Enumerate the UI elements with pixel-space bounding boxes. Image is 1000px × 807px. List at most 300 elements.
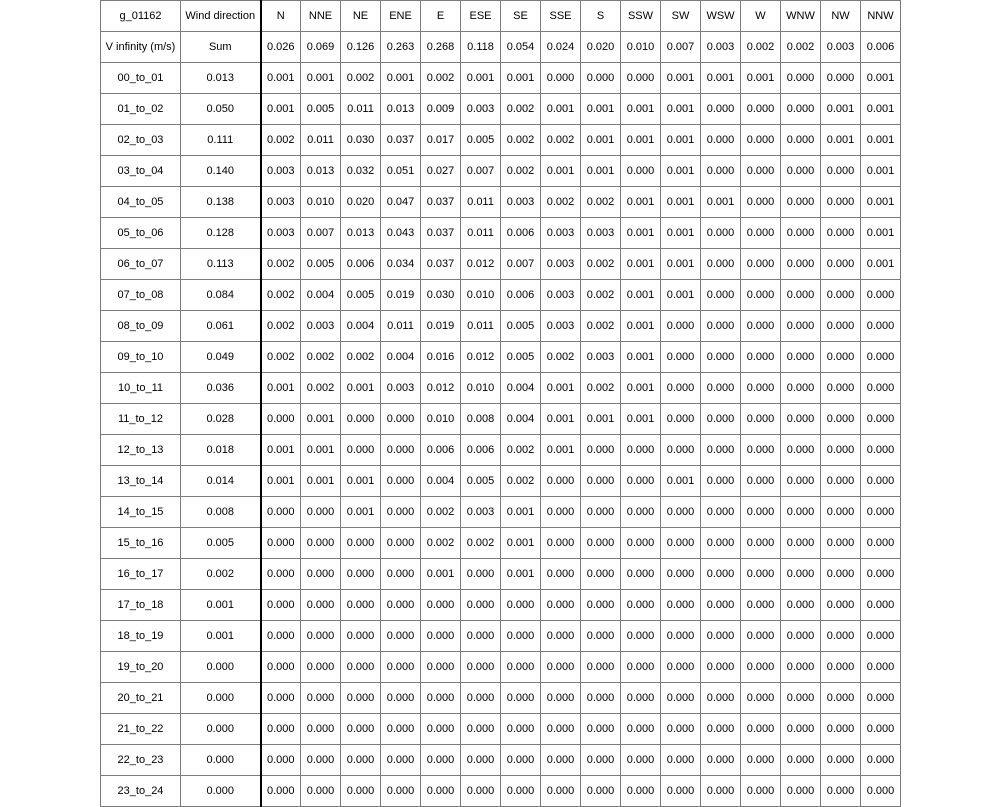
frequency-cell: 0.000	[781, 466, 821, 497]
frequency-cell: 0.016	[421, 342, 461, 373]
speed-bin-label: 18_to_19	[101, 621, 181, 652]
frequency-cell: 0.002	[501, 125, 541, 156]
frequency-cell: 0.000	[421, 776, 461, 807]
frequency-cell: 0.000	[541, 714, 581, 745]
frequency-cell: 0.000	[781, 497, 821, 528]
frequency-cell: 0.000	[781, 590, 821, 621]
frequency-cell: 0.000	[621, 652, 661, 683]
frequency-cell: 0.012	[461, 342, 501, 373]
frequency-cell: 0.000	[781, 435, 821, 466]
frequency-cell: 0.043	[381, 218, 421, 249]
frequency-cell: 0.000	[741, 218, 781, 249]
frequency-cell: 0.000	[381, 621, 421, 652]
frequency-cell: 0.001	[261, 373, 301, 404]
frequency-cell: 0.001	[661, 63, 701, 94]
frequency-cell: 0.000	[861, 373, 901, 404]
frequency-cell: 0.000	[381, 466, 421, 497]
frequency-cell: 0.000	[621, 497, 661, 528]
frequency-cell: 0.001	[421, 559, 461, 590]
frequency-cell: 0.037	[421, 187, 461, 218]
frequency-cell: 0.000	[821, 652, 861, 683]
frequency-cell: 0.019	[381, 280, 421, 311]
frequency-cell: 0.000	[621, 156, 661, 187]
table-row	[101, 311, 901, 342]
frequency-cell: 0.000	[581, 745, 621, 776]
frequency-cell: 0.000	[741, 776, 781, 807]
frequency-cell: 0.000	[381, 714, 421, 745]
row-sum-cell: 0.018	[181, 435, 261, 466]
frequency-cell: 0.000	[861, 280, 901, 311]
direction-sum-cell: 0.003	[821, 32, 861, 63]
frequency-cell: 0.000	[701, 683, 741, 714]
frequency-cell: 0.003	[381, 373, 421, 404]
frequency-cell: 0.000	[661, 404, 701, 435]
frequency-cell: 0.011	[461, 311, 501, 342]
frequency-cell: 0.000	[781, 714, 821, 745]
table-row	[101, 435, 901, 466]
frequency-cell: 0.003	[461, 94, 501, 125]
frequency-cell: 0.000	[581, 559, 621, 590]
frequency-cell: 0.000	[581, 466, 621, 497]
frequency-cell: 0.000	[261, 621, 301, 652]
frequency-cell: 0.001	[701, 63, 741, 94]
frequency-cell: 0.001	[661, 156, 701, 187]
direction-sum-cell: 0.069	[301, 32, 341, 63]
row-sum-cell: 0.000	[181, 745, 261, 776]
table-row	[101, 94, 901, 125]
frequency-cell: 0.000	[741, 94, 781, 125]
frequency-cell: 0.037	[381, 125, 421, 156]
frequency-cell: 0.002	[501, 94, 541, 125]
row-sum-cell: 0.138	[181, 187, 261, 218]
frequency-cell: 0.000	[461, 590, 501, 621]
frequency-cell: 0.000	[821, 528, 861, 559]
frequency-cell: 0.001	[621, 373, 661, 404]
speed-bin-label: 15_to_16	[101, 528, 181, 559]
frequency-cell: 0.001	[581, 125, 621, 156]
frequency-cell: 0.002	[301, 373, 341, 404]
frequency-cell: 0.000	[261, 497, 301, 528]
frequency-cell: 0.000	[861, 590, 901, 621]
frequency-cell: 0.000	[621, 590, 661, 621]
frequency-cell: 0.002	[501, 435, 541, 466]
frequency-cell: 0.000	[781, 745, 821, 776]
speed-bin-label: 20_to_21	[101, 683, 181, 714]
speed-bin-label: 21_to_22	[101, 714, 181, 745]
frequency-cell: 0.000	[461, 714, 501, 745]
frequency-cell: 0.002	[501, 466, 541, 497]
frequency-cell: 0.000	[701, 776, 741, 807]
frequency-cell: 0.004	[501, 404, 541, 435]
direction-sum-cell: 0.002	[781, 32, 821, 63]
table-row	[101, 559, 901, 590]
frequency-cell: 0.000	[701, 156, 741, 187]
frequency-cell: 0.000	[821, 466, 861, 497]
frequency-cell: 0.000	[861, 745, 901, 776]
frequency-cell: 0.003	[261, 156, 301, 187]
frequency-cell: 0.000	[741, 652, 781, 683]
frequency-cell: 0.006	[501, 218, 541, 249]
speed-bin-label: 12_to_13	[101, 435, 181, 466]
frequency-cell: 0.000	[661, 683, 701, 714]
frequency-cell: 0.007	[501, 249, 541, 280]
direction-header: NNE	[301, 1, 341, 32]
sum-label: Sum	[181, 32, 261, 63]
frequency-cell: 0.000	[781, 528, 821, 559]
frequency-cell: 0.000	[821, 249, 861, 280]
frequency-cell: 0.006	[501, 280, 541, 311]
speed-bin-label: 14_to_15	[101, 497, 181, 528]
table-row	[101, 745, 901, 776]
speed-bin-label: 23_to_24	[101, 776, 181, 807]
frequency-cell: 0.000	[661, 311, 701, 342]
frequency-cell: 0.001	[541, 373, 581, 404]
frequency-cell: 0.000	[821, 683, 861, 714]
frequency-cell: 0.001	[341, 373, 381, 404]
table-row	[101, 466, 901, 497]
row-sum-cell: 0.014	[181, 466, 261, 497]
frequency-cell: 0.020	[341, 187, 381, 218]
direction-header: NNW	[861, 1, 901, 32]
direction-header: N	[261, 1, 301, 32]
frequency-cell: 0.000	[821, 714, 861, 745]
frequency-cell: 0.000	[341, 745, 381, 776]
frequency-cell: 0.001	[621, 342, 661, 373]
frequency-cell: 0.001	[261, 466, 301, 497]
frequency-cell: 0.001	[621, 249, 661, 280]
frequency-cell: 0.000	[501, 714, 541, 745]
frequency-cell: 0.034	[381, 249, 421, 280]
frequency-cell: 0.000	[741, 187, 781, 218]
frequency-cell: 0.027	[421, 156, 461, 187]
row-sum-cell: 0.000	[181, 683, 261, 714]
frequency-cell: 0.000	[741, 280, 781, 311]
frequency-cell: 0.000	[701, 249, 741, 280]
frequency-cell: 0.000	[261, 559, 301, 590]
row-sum-cell: 0.111	[181, 125, 261, 156]
row-sum-cell: 0.028	[181, 404, 261, 435]
wind-direction-label: Wind direction	[181, 1, 261, 32]
speed-bin-label: 03_to_04	[101, 156, 181, 187]
frequency-cell: 0.000	[301, 497, 341, 528]
frequency-cell: 0.002	[341, 342, 381, 373]
speed-bin-label: 04_to_05	[101, 187, 181, 218]
frequency-cell: 0.002	[541, 187, 581, 218]
frequency-cell: 0.002	[261, 342, 301, 373]
frequency-cell: 0.004	[341, 311, 381, 342]
frequency-cell: 0.000	[501, 683, 541, 714]
frequency-cell: 0.000	[541, 683, 581, 714]
frequency-cell: 0.000	[861, 497, 901, 528]
frequency-cell: 0.037	[421, 249, 461, 280]
frequency-cell: 0.004	[421, 466, 461, 497]
frequency-cell: 0.004	[301, 280, 341, 311]
table-row	[101, 373, 901, 404]
frequency-cell: 0.001	[661, 187, 701, 218]
frequency-cell: 0.000	[701, 590, 741, 621]
frequency-cell: 0.001	[621, 311, 661, 342]
frequency-cell: 0.007	[301, 218, 341, 249]
frequency-cell: 0.003	[261, 187, 301, 218]
frequency-cell: 0.000	[621, 559, 661, 590]
table-row	[101, 187, 901, 218]
speed-bin-label: 13_to_14	[101, 466, 181, 497]
frequency-cell: 0.002	[581, 249, 621, 280]
corner-label: g_01162	[101, 1, 181, 32]
frequency-cell: 0.000	[541, 621, 581, 652]
frequency-cell: 0.037	[421, 218, 461, 249]
frequency-cell: 0.005	[501, 342, 541, 373]
frequency-cell: 0.000	[741, 373, 781, 404]
frequency-cell: 0.002	[581, 187, 621, 218]
frequency-cell: 0.000	[581, 652, 621, 683]
frequency-cell: 0.000	[341, 683, 381, 714]
frequency-cell: 0.000	[701, 466, 741, 497]
speed-bin-label: 22_to_23	[101, 745, 181, 776]
frequency-cell: 0.000	[741, 621, 781, 652]
row-sum-cell: 0.049	[181, 342, 261, 373]
frequency-cell: 0.010	[461, 280, 501, 311]
frequency-cell: 0.000	[741, 559, 781, 590]
frequency-cell: 0.000	[541, 559, 581, 590]
frequency-cell: 0.003	[461, 497, 501, 528]
direction-header: SSW	[621, 1, 661, 32]
frequency-cell: 0.000	[821, 373, 861, 404]
frequency-cell: 0.000	[421, 745, 461, 776]
frequency-cell: 0.000	[781, 218, 821, 249]
frequency-cell: 0.002	[261, 311, 301, 342]
frequency-cell: 0.000	[621, 683, 661, 714]
table-row	[101, 528, 901, 559]
frequency-cell: 0.003	[301, 311, 341, 342]
frequency-cell: 0.000	[381, 590, 421, 621]
frequency-cell: 0.000	[781, 311, 821, 342]
row-sum-cell: 0.001	[181, 621, 261, 652]
frequency-cell: 0.000	[261, 683, 301, 714]
frequency-cell: 0.000	[421, 652, 461, 683]
direction-header: W	[741, 1, 781, 32]
frequency-cell: 0.000	[341, 621, 381, 652]
frequency-cell: 0.001	[501, 497, 541, 528]
frequency-cell: 0.000	[581, 776, 621, 807]
frequency-cell: 0.000	[501, 776, 541, 807]
sum-row	[101, 32, 901, 63]
frequency-cell: 0.002	[261, 280, 301, 311]
frequency-cell: 0.002	[341, 63, 381, 94]
frequency-cell: 0.000	[541, 497, 581, 528]
frequency-cell: 0.000	[861, 652, 901, 683]
frequency-cell: 0.000	[301, 683, 341, 714]
row-sum-cell: 0.050	[181, 94, 261, 125]
row-sum-cell: 0.008	[181, 497, 261, 528]
frequency-cell: 0.000	[781, 125, 821, 156]
frequency-cell: 0.000	[421, 683, 461, 714]
direction-header: SW	[661, 1, 701, 32]
frequency-cell: 0.000	[661, 745, 701, 776]
frequency-cell: 0.008	[461, 404, 501, 435]
frequency-cell: 0.000	[741, 125, 781, 156]
speed-bin-label: 08_to_09	[101, 311, 181, 342]
direction-header: ESE	[461, 1, 501, 32]
frequency-cell: 0.006	[461, 435, 501, 466]
frequency-cell: 0.001	[581, 94, 621, 125]
row-sum-cell: 0.002	[181, 559, 261, 590]
frequency-cell: 0.001	[261, 94, 301, 125]
v-infinity-label: V infinity (m/s)	[101, 32, 181, 63]
frequency-cell: 0.047	[381, 187, 421, 218]
direction-sum-cell: 0.010	[621, 32, 661, 63]
frequency-cell: 0.000	[341, 559, 381, 590]
frequency-cell: 0.000	[381, 652, 421, 683]
frequency-cell: 0.000	[381, 776, 421, 807]
frequency-cell: 0.000	[621, 466, 661, 497]
frequency-cell: 0.000	[821, 156, 861, 187]
frequency-cell: 0.001	[621, 218, 661, 249]
table-row	[101, 156, 901, 187]
speed-bin-label: 00_to_01	[101, 63, 181, 94]
frequency-cell: 0.000	[341, 714, 381, 745]
frequency-cell: 0.000	[701, 652, 741, 683]
frequency-cell: 0.051	[381, 156, 421, 187]
table-row	[101, 683, 901, 714]
frequency-cell: 0.000	[661, 590, 701, 621]
frequency-cell: 0.004	[381, 342, 421, 373]
frequency-cell: 0.003	[261, 218, 301, 249]
frequency-cell: 0.000	[741, 156, 781, 187]
frequency-cell: 0.000	[781, 249, 821, 280]
speed-bin-label: 17_to_18	[101, 590, 181, 621]
frequency-cell: 0.000	[541, 528, 581, 559]
frequency-cell: 0.001	[861, 156, 901, 187]
frequency-cell: 0.000	[461, 745, 501, 776]
frequency-cell: 0.000	[821, 435, 861, 466]
direction-header: E	[421, 1, 461, 32]
frequency-cell: 0.000	[301, 559, 341, 590]
direction-sum-cell: 0.024	[541, 32, 581, 63]
frequency-cell: 0.000	[621, 714, 661, 745]
frequency-cell: 0.000	[301, 745, 341, 776]
frequency-cell: 0.005	[461, 125, 501, 156]
frequency-cell: 0.000	[821, 776, 861, 807]
direction-header: SE	[501, 1, 541, 32]
frequency-cell: 0.000	[261, 776, 301, 807]
frequency-cell: 0.010	[301, 187, 341, 218]
frequency-cell: 0.000	[821, 404, 861, 435]
speed-bin-label: 11_to_12	[101, 404, 181, 435]
frequency-cell: 0.000	[861, 342, 901, 373]
frequency-cell: 0.000	[701, 621, 741, 652]
frequency-cell: 0.000	[541, 745, 581, 776]
table-row	[101, 125, 901, 156]
frequency-cell: 0.000	[301, 776, 341, 807]
frequency-cell: 0.005	[501, 311, 541, 342]
direction-sum-cell: 0.002	[741, 32, 781, 63]
frequency-cell: 0.013	[381, 94, 421, 125]
table-body	[101, 1, 901, 807]
frequency-cell: 0.002	[261, 125, 301, 156]
frequency-cell: 0.000	[821, 497, 861, 528]
direction-header: NE	[341, 1, 381, 32]
frequency-cell: 0.000	[701, 311, 741, 342]
row-sum-cell: 0.000	[181, 714, 261, 745]
frequency-cell: 0.000	[341, 652, 381, 683]
speed-bin-label: 05_to_06	[101, 218, 181, 249]
frequency-cell: 0.000	[741, 497, 781, 528]
frequency-cell: 0.009	[421, 94, 461, 125]
direction-sum-cell: 0.126	[341, 32, 381, 63]
frequency-cell: 0.002	[421, 528, 461, 559]
frequency-cell: 0.000	[821, 745, 861, 776]
speed-bin-label: 06_to_07	[101, 249, 181, 280]
row-sum-cell: 0.140	[181, 156, 261, 187]
frequency-cell: 0.002	[421, 497, 461, 528]
speed-bin-label: 19_to_20	[101, 652, 181, 683]
frequency-cell: 0.000	[861, 435, 901, 466]
frequency-cell: 0.000	[701, 373, 741, 404]
frequency-cell: 0.000	[781, 342, 821, 373]
frequency-cell: 0.000	[781, 94, 821, 125]
frequency-cell: 0.000	[461, 683, 501, 714]
table-row	[101, 776, 901, 807]
frequency-cell: 0.001	[861, 218, 901, 249]
row-sum-cell: 0.001	[181, 590, 261, 621]
frequency-cell: 0.000	[581, 714, 621, 745]
frequency-cell: 0.001	[861, 94, 901, 125]
frequency-cell: 0.000	[621, 435, 661, 466]
frequency-cell: 0.000	[621, 621, 661, 652]
frequency-cell: 0.013	[301, 156, 341, 187]
frequency-cell: 0.001	[301, 435, 341, 466]
frequency-cell: 0.002	[261, 249, 301, 280]
frequency-cell: 0.000	[821, 63, 861, 94]
frequency-cell: 0.000	[701, 714, 741, 745]
frequency-cell: 0.005	[301, 249, 341, 280]
frequency-cell: 0.000	[661, 435, 701, 466]
frequency-cell: 0.000	[621, 63, 661, 94]
direction-sum-cell: 0.020	[581, 32, 621, 63]
frequency-cell: 0.001	[501, 63, 541, 94]
frequency-cell: 0.000	[701, 528, 741, 559]
frequency-cell: 0.005	[461, 466, 501, 497]
frequency-cell: 0.011	[461, 187, 501, 218]
frequency-cell: 0.011	[381, 311, 421, 342]
table-row	[101, 63, 901, 94]
frequency-cell: 0.000	[741, 342, 781, 373]
frequency-cell: 0.000	[581, 497, 621, 528]
frequency-cell: 0.000	[381, 435, 421, 466]
frequency-cell: 0.000	[261, 528, 301, 559]
frequency-cell: 0.000	[501, 652, 541, 683]
frequency-cell: 0.000	[341, 435, 381, 466]
frequency-cell: 0.000	[301, 590, 341, 621]
direction-header: WSW	[701, 1, 741, 32]
frequency-cell: 0.000	[661, 652, 701, 683]
frequency-cell: 0.000	[381, 745, 421, 776]
frequency-cell: 0.001	[861, 125, 901, 156]
frequency-cell: 0.000	[821, 559, 861, 590]
frequency-cell: 0.000	[781, 683, 821, 714]
direction-sum-cell: 0.118	[461, 32, 501, 63]
frequency-cell: 0.002	[421, 63, 461, 94]
frequency-cell: 0.003	[541, 249, 581, 280]
frequency-cell: 0.002	[461, 528, 501, 559]
frequency-cell: 0.001	[301, 404, 341, 435]
row-sum-cell: 0.084	[181, 280, 261, 311]
frequency-cell: 0.001	[861, 187, 901, 218]
frequency-cell: 0.000	[541, 776, 581, 807]
frequency-cell: 0.001	[341, 497, 381, 528]
frequency-cell: 0.000	[781, 621, 821, 652]
